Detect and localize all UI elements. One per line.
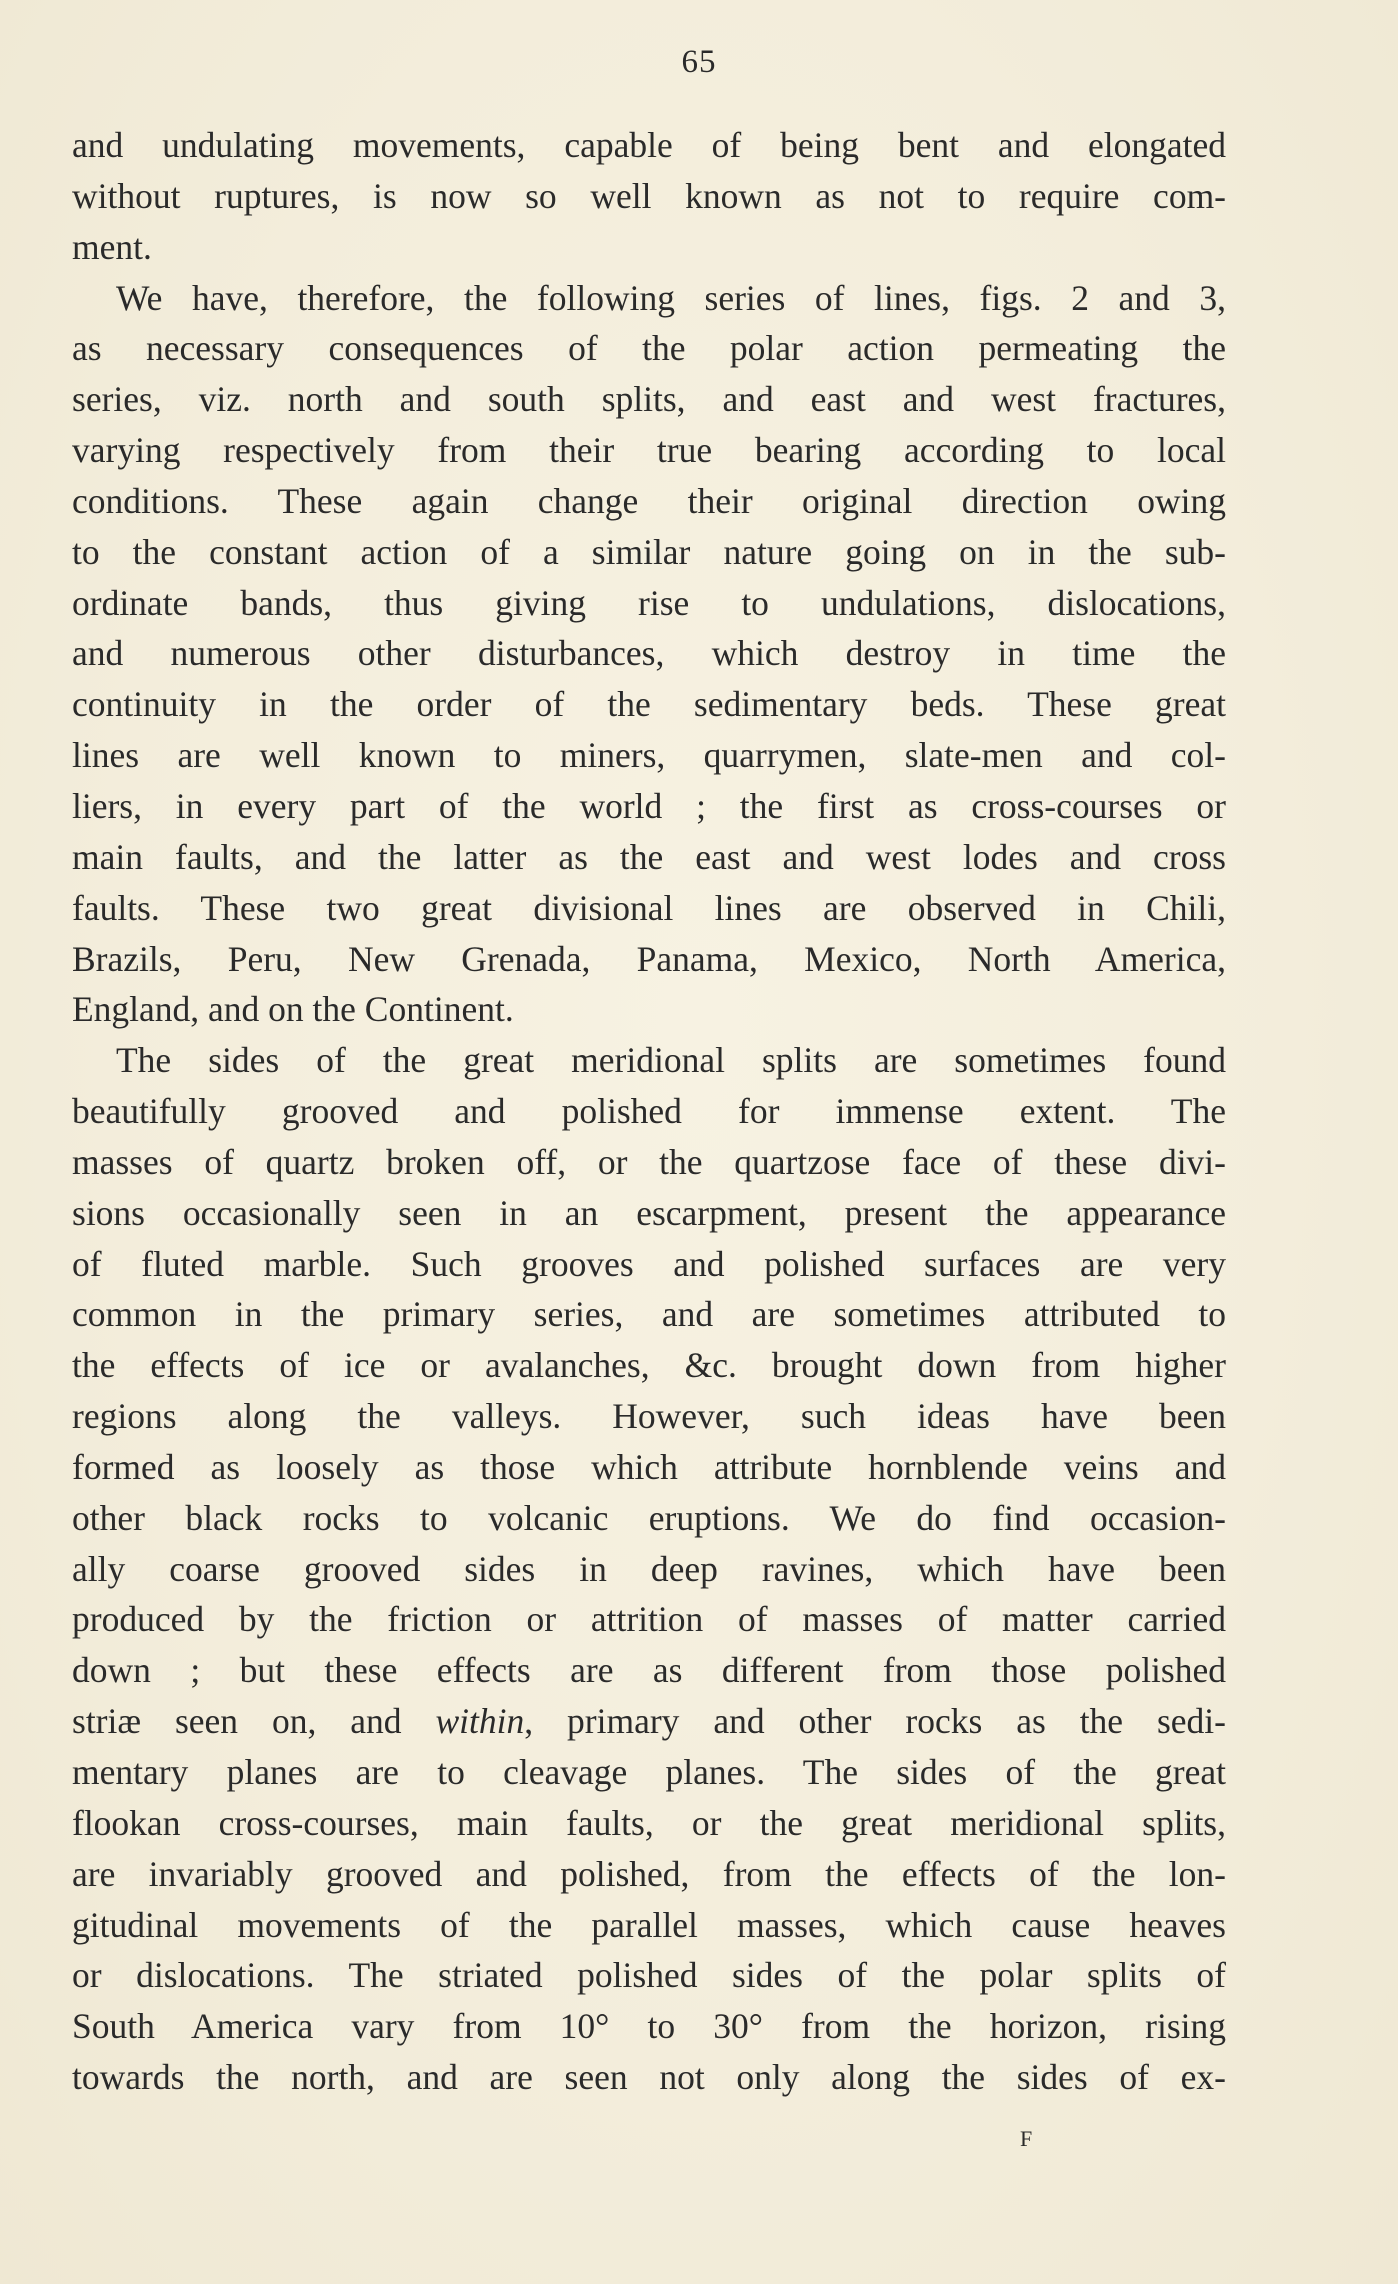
signature-mark: F — [1020, 2126, 1034, 2151]
text-line: as necessary consequences of the polar action permeating the — [72, 328, 1226, 369]
text-line: down ; but these effects are as different from those polished — [72, 1650, 1226, 1691]
text-line: other black rocks to volcanic eruptions. We do find occasion- — [72, 1497, 1226, 1538]
text-line: to the constant action of a similar nature going on in the sub- — [72, 531, 1226, 572]
text-line: formed as loosely as those which attribute hornblende veins and — [72, 1446, 1226, 1487]
text-line: flookan cross-courses, main faults, or the great meridional splits, — [72, 1802, 1226, 1843]
text-line: towards the north, and are seen not only along the sides of ex- — [72, 2057, 1226, 2098]
text-line: striæ seen on, and within, primary and other rocks as the sedi- — [72, 1701, 1226, 1742]
text-line: ordinate bands, thus giving rise to undulations, dislocations, — [72, 582, 1226, 623]
text-line: without ruptures, is now so well known as not to require com- — [72, 175, 1226, 216]
page-number: 65 — [681, 44, 717, 80]
text-line: gitudinal movements of the parallel masses, which cause heaves — [72, 1904, 1226, 1945]
text-line: masses of quartz broken off, or the quartzose face of these divi- — [72, 1141, 1226, 1182]
text-line: and undulating movements, capable of being bent and elongated — [72, 125, 1226, 165]
text-line: We have, therefore, the following series of lines, figs. 2 and 3, — [116, 277, 1226, 318]
body-text — [72, 120, 1226, 2103]
text-line: beautifully grooved and polished for immense extent. The — [72, 1091, 1226, 1132]
text-line: mentary planes are to cleavage planes. The sides of the great — [72, 1752, 1226, 1792]
text-line: and numerous other disturbances, which destroy in time the — [72, 633, 1226, 674]
text-line: produced by the friction or attrition of masses of matter carried — [72, 1599, 1226, 1640]
text-line: conditions. These again change their original direction owing — [72, 480, 1226, 521]
text-line: sions occasionally seen in an escarpment, present the appearance — [72, 1192, 1226, 1233]
text-line: ally coarse grooved sides in deep ravines, which have been — [72, 1548, 1226, 1589]
text-line: are invariably grooved and polished, from the effects of the lon- — [72, 1853, 1226, 1894]
text-line: varying respectively from their true bearing according to local — [72, 430, 1226, 471]
text-line: continuity in the order of the sedimentary beds. These great — [72, 684, 1226, 725]
text-line: South America vary from 10° to 30° from the horizon, rising — [72, 2006, 1226, 2047]
text-line: ment. — [72, 226, 152, 267]
text-line: liers, in every part of the world ; the first as cross-courses or — [72, 785, 1226, 826]
text-line: Brazils, Peru, New Grenada, Panama, Mexico, North America, — [72, 938, 1226, 979]
text-line: the effects of ice or avalanches, &c. brought down from higher — [72, 1345, 1226, 1386]
text-line: of fluted marble. Such grooves and polished surfaces are very — [72, 1243, 1226, 1284]
text-line: main faults, and the latter as the east and west lodes and cross — [72, 836, 1226, 877]
text-line: series, viz. north and south splits, and east and west fractures, — [72, 379, 1226, 420]
text-line: faults. These two great divisional lines are observed in Chili, — [72, 887, 1226, 928]
text-line: common in the primary series, and are sometimes attributed to — [72, 1294, 1226, 1335]
emphasis: within — [435, 1701, 525, 1742]
text-line: The sides of the great meridional splits are sometimes found — [116, 1040, 1226, 1081]
text-line: or dislocations. The striated polished sides of the polar splits of — [72, 1955, 1226, 1996]
text-line: lines are well known to miners, quarrymen, slate-men and col- — [72, 735, 1226, 776]
text-line: regions along the valleys. However, such ideas have been — [72, 1396, 1226, 1437]
text-line: England, and on the Continent. — [72, 989, 514, 1030]
